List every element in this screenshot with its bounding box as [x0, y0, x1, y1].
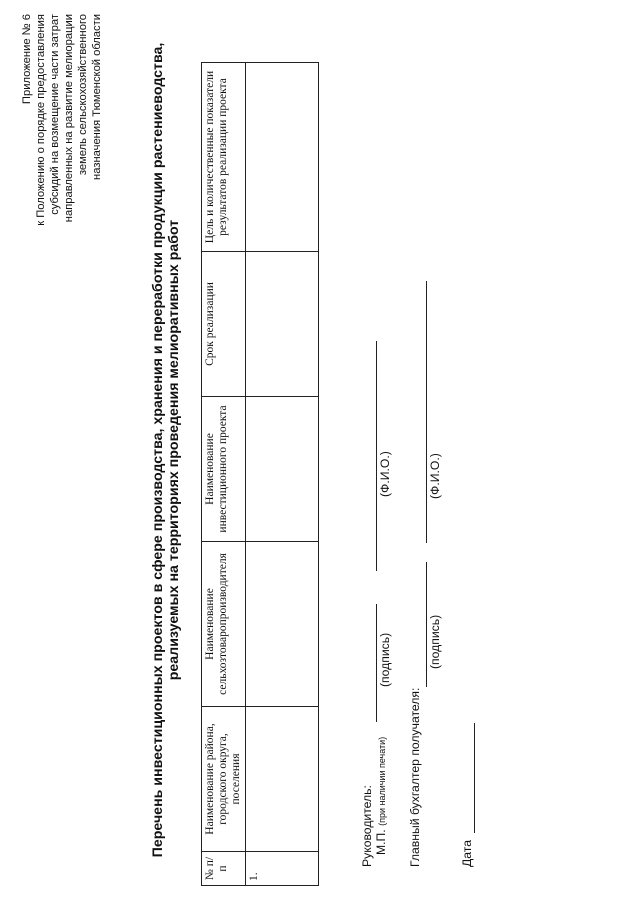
appendix-line: назначения Тюменской области — [91, 14, 103, 180]
head-name-line — [376, 341, 377, 571]
header-district: Наименование района, городского округа, поселения — [202, 707, 246, 852]
cell-project-name — [246, 397, 319, 542]
appendix-line: земель сельскохозяйственного — [77, 14, 89, 176]
head-name-caption: (Ф.И.О.) — [378, 451, 392, 497]
appendix-line: к Положению о порядке предоставления — [35, 14, 47, 226]
accountant-name-caption: (Ф.И.О.) — [428, 453, 442, 499]
header-term: Срок реализации — [202, 252, 246, 397]
title-line-1: Перечень инвестиционных проектов в сфере производства, хранения и переработки продукции растениеводства, — [150, 42, 166, 858]
date-line — [474, 723, 475, 833]
stamp-label — [374, 737, 388, 855]
appendix-line: субсидий на возмещение части затрат — [49, 14, 61, 215]
head-signature-line — [376, 604, 377, 722]
title-line-2: реализуемых на территориях проведения мелиоративных работ — [166, 219, 182, 681]
cell-number: 1. — [246, 852, 319, 886]
header-project-name: Наименование инвестиционного проекта — [202, 397, 246, 542]
cell-goals — [246, 63, 319, 252]
appendix-line: направленных на развитие мелиорации — [63, 14, 75, 223]
document-title — [150, 35, 182, 865]
accountant-signature-line — [426, 562, 427, 687]
accountant-label: Главный бухгалтер получателя: — [408, 687, 422, 867]
head-signature-caption: (подпись) — [378, 632, 392, 687]
table-header-row — [202, 63, 246, 886]
accountant-name-line — [426, 281, 427, 543]
header-producer: Наименование сельхозтоваропроизводителя — [202, 542, 246, 707]
stamp-note: (при наличии печати) — [377, 736, 387, 826]
projects-table — [201, 62, 319, 886]
header-goals: Цель и количественные показатели результатов реализации проекта — [202, 63, 246, 252]
cell-term — [246, 252, 319, 397]
date-label: Дата — [460, 840, 474, 867]
header-number: № п/п — [202, 852, 246, 886]
signature-block — [360, 167, 620, 867]
accountant-signature-caption: (подпись) — [428, 614, 442, 669]
cell-district — [246, 707, 319, 852]
head-label: Руководитель: — [360, 785, 374, 867]
appendix-line: Приложение № 6 — [21, 14, 33, 105]
table-row — [246, 63, 319, 886]
stamp-mark: М.П. — [374, 829, 388, 855]
appendix-note — [20, 14, 104, 344]
cell-producer — [246, 542, 319, 707]
